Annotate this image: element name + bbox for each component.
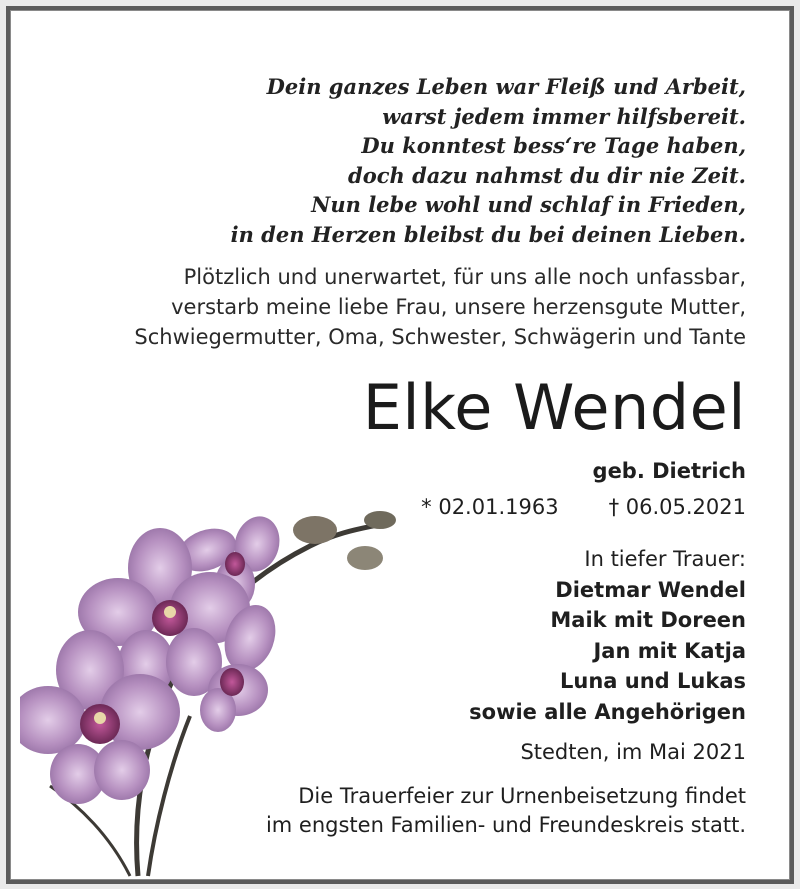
- poem-line: doch dazu nahmst du dir nie Zeit.: [348, 162, 746, 188]
- funeral-line: im engsten Familien- und Freundeskreis statt.: [265, 813, 746, 837]
- mourning-heading: In tiefer Trauer:: [584, 547, 746, 571]
- birth-date: * 02.01.1963: [421, 495, 559, 519]
- life-dates: [421, 492, 746, 522]
- mourner-name: Dietmar Wendel: [555, 577, 746, 602]
- mourner-name: sowie alle Angehörigen: [469, 699, 746, 724]
- poem-line: warst jedem immer hilfsbereit.: [382, 103, 746, 129]
- announcement-line: verstarb meine liebe Frau, unsere herzensgute Mutter,: [171, 295, 746, 319]
- poem-line: Nun lebe wohl und schlaf in Frieden,: [311, 192, 746, 217]
- death-date: † 06.05.2021: [608, 495, 746, 519]
- poem-line: in den Herzen bleibst du bei deinen Lieben.: [230, 221, 746, 247]
- birth-name: geb. Dietrich: [592, 459, 746, 483]
- announcement-line: Plötzlich und unerwartet, für uns alle noch unfassbar,: [183, 265, 746, 289]
- announcement-text: [134, 262, 746, 352]
- poem-line: Dein ganzes Leben war Fleiß und Arbeit,: [266, 74, 746, 99]
- announcement-line: Schwiegermutter, Oma, Schwester, Schwägerin und Tante: [134, 325, 746, 349]
- funeral-note: [266, 782, 746, 840]
- mourner-name: Maik mit Doreen: [550, 608, 746, 632]
- place-date: Stedten, im Mai 2021: [520, 740, 746, 764]
- funeral-line: Die Trauerfeier zur Urnenbeisetzung findet: [298, 784, 746, 808]
- mourners: [469, 544, 746, 727]
- poem-line: Du konntest bess‘re Tage haben,: [361, 133, 746, 158]
- mourner-name: Luna und Lukas: [560, 669, 746, 693]
- mourner-name: Jan mit Katja: [593, 638, 746, 663]
- obituary-frame: [6, 6, 794, 884]
- memorial-poem: [231, 72, 746, 249]
- deceased-name: Elke Wendel: [362, 371, 746, 444]
